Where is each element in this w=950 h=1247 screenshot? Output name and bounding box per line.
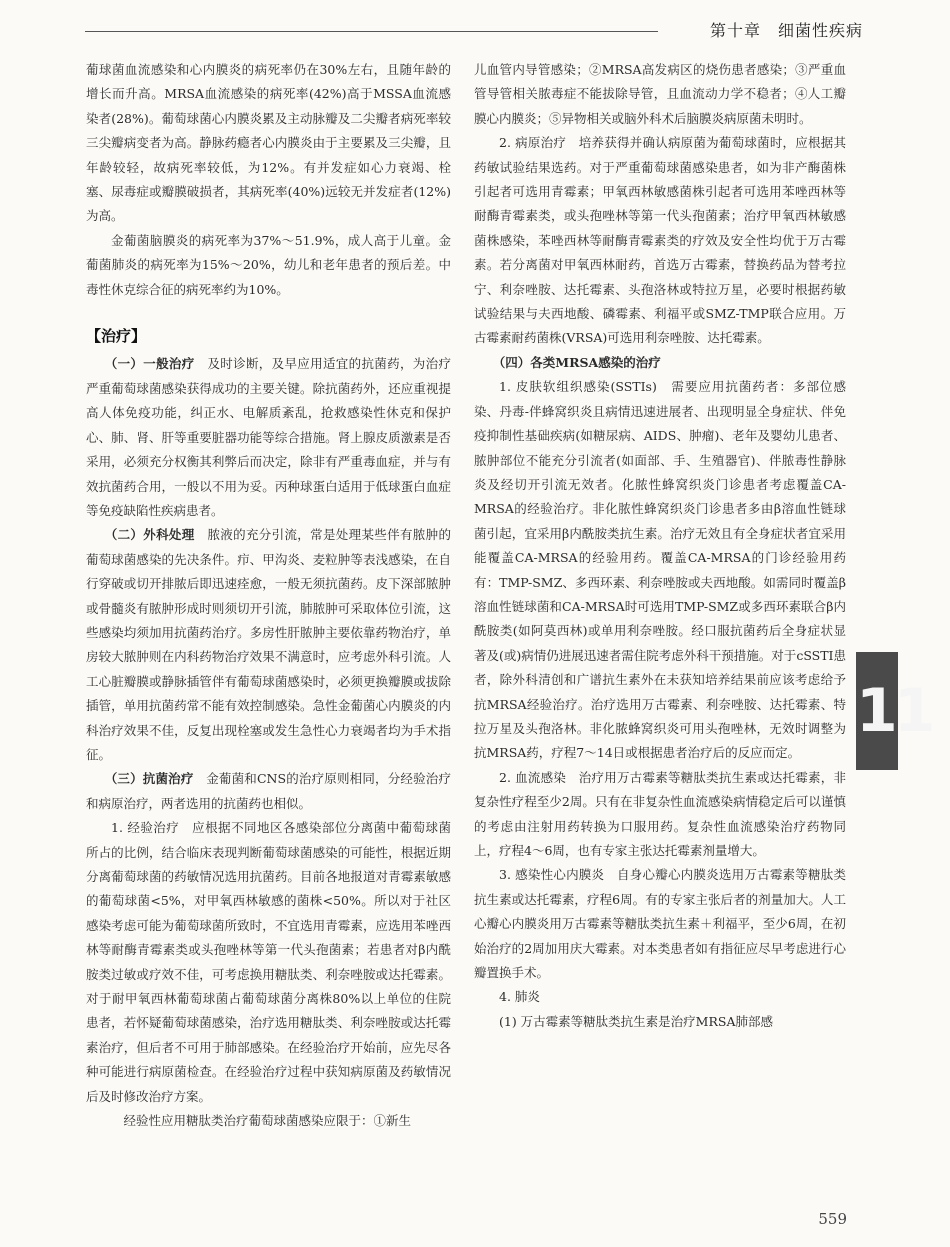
paragraph-text: 需要应用抗菌药者：多部位感染、丹毒-伴蜂窝织炎且病情迅速进展者、出现明显全身症状、伴免疫抑制性基础疾病(如糖尿病、AIDS、肿瘤)、老年及婴幼儿患者、脓肿部位不能充分引流者(如面部、手、生殖器官)、伴脓毒性静脉炎及经切开引流无效者。化脓性蜂窝织炎门诊患者考虑覆盖CA-MRSA的经验治疗。非化脓性蜂窝织炎门诊患者多由β溶血性链球菌引起，宜采用β内酰胺类抗生素。治疗无效且有全身症状者宜采用能覆盖CA-MRSA的经验用药。覆盖CA-MRSA的门诊经验用药有：TMP-SMZ、多西环素、利奈唑胺或夫西地酸。如需同时覆盖β溶血性链球菌和CA-MRSA时可选用TMP-SMZ或多西环素联合β内酰胺类(如阿莫西林)或单用利奈唑胺。经口服抗菌药后全身症状显著及(或)病情仍进展迅速者需住院考虑外科干预措施。对于cSSTI患者，除外科清创和广谱抗生素外在未获知培养结果前应该考虑给予抗MRSA经验治疗。治疗选用万古霉素、利奈唑胺、达托霉素、特拉万星及头孢洛林。非化脓蜂窝织炎可用头孢唑林，无效时调整为抗MRSA药，疗程7～14日或根据患者治疗后的反应而定。 xyxy=(474,379,846,761)
paragraph: (1) 万古霉素等糖肽类抗生素是治疗MRSA肺部感 xyxy=(499,1013,773,1029)
subheading: 2. 血流感染 xyxy=(499,769,567,785)
paragraph-surgical xyxy=(86,523,451,767)
paragraph-empirical xyxy=(86,816,451,1109)
subheading: 3. 感染性心内膜炎 xyxy=(499,867,605,883)
paragraph-pathogen xyxy=(474,131,846,351)
paragraph-text: 金葡菌和CNS的治疗原则相同，分经验治疗和病原治疗，两者选用的抗菌药也相似。 xyxy=(86,771,451,811)
paragraph: 金葡菌脑膜炎的病死率为37%～51.9%，成人高于儿童。金葡菌肺炎的病死率为15%～20%，幼儿和老年患者的预后差。中毒性休克综合征的病死率约为10%。 xyxy=(86,232,451,297)
paragraph: 葡球菌血流感染和心内膜炎的病死率仍在30%左右，且随年龄的增长而升高。MRSA血流感染的病死率(42%)高于MSSA血流感染者(28%)。葡萄球菌心内膜炎累及主动脉瓣及二尖瓣者病死率较三尖瓣病变者为高。静脉药瘾者心内膜炎由于主要累及三尖瓣，且年龄较轻，故病死率较低，为12%。有并发症如心力衰竭、栓塞、尿毒症或瓣膜破损者，其病死率(40%)远较无并发症者(12%)为高。 xyxy=(86,62,451,224)
subheading: 2. 病原治疗 xyxy=(499,135,567,151)
paragraph-text: 及时诊断，及早应用适宜的抗菌药，为治疗严重葡萄球菌感染获得成功的主要关键。除抗菌药外，还应重视提高人体免疫功能，纠正水、电解质紊乱，抢救感染性休克和保护心、肺、肾、肝等重要脏器功能等综合措施。肾上腺皮质激素是否采用，必须充分权衡其利弊后而决定，除非有严重毒血症，并与有效抗菌药合用，一般以不用为妥。丙种球蛋白适用于低球蛋白血症等免疫缺陷性疾病患者。 xyxy=(86,356,451,518)
header-rule xyxy=(85,31,658,32)
paragraph-antibacterial xyxy=(86,767,451,816)
subheading: （二）外科处理 xyxy=(104,527,195,543)
paragraph: 儿血管内导管感染；②MRSA高发病区的烧伤患者感染；③严重血管导管相关脓毒症不能拔除导管，且血流动力学不稳者；④人工瓣膜心内膜炎；⑤异物相关或脑外科术后脑膜炎病原菌未明时。 xyxy=(474,62,846,126)
subheading-pneumonia: 4. 肺炎 xyxy=(499,989,540,1005)
subheading-mrsa: （四）各类MRSA感染的治疗 xyxy=(492,354,661,370)
right-column xyxy=(474,58,846,1034)
paragraph-text: 应根据不同地区各感染部位分离菌中葡萄球菌所占的比例，结合临床表现判断葡萄球菌感染的可能性，根据近期分离葡萄球菌的药敏情况选用抗菌药。目前各地报道对青霉素敏感的葡萄球菌<5%，对甲氧西林敏感的菌株<50%。所以对于社区感染考虑可能为葡萄球菌所致时，不宜选用青霉素，应选用苯唑西林等耐酶青霉素类或头孢唑林等第一代头孢菌素；若患者对β内酰胺类过敏或疗效不佳，可考虑换用糖肽类、利奈唑胺或达托霉素。对于耐甲氧西林葡萄球菌占葡萄球菌分离株80%以上单位的住院患者，若怀疑葡萄球菌感染，治疗选用糖肽类、利奈唑胺或达托霉素治疗，但后者不可用于肺部感染。在经验治疗开始前，应先尽各种可能进行病原菌检查。在经验治疗过程中获知病原菌及药敏情况后及时修改治疗方案。 xyxy=(86,820,451,1104)
paragraph-bloodstream xyxy=(474,766,846,864)
subheading: 1. 皮肤软组织感染(SSTIs) xyxy=(499,379,657,395)
left-column xyxy=(86,58,451,1133)
paragraph-sstis xyxy=(474,375,846,766)
chapter-tab: 11 xyxy=(856,652,898,770)
paragraph-text: 脓液的充分引流，常是处理某些伴有脓肿的葡萄球菌感染的先决条件。疖、甲沟炎、麦粒肿等表浅感染，在自行穿破或切开排脓后即迅速痊愈，一般无须抗菌药。皮下深部脓肿或骨髓炎有脓肿形成时则须切开引流，肺脓肿可采取体位引流，这些感染均须加用抗菌药治疗。多房性肝脓肿主要依靠药物治疗，单房较大脓肿则在内科药物治疗效果不满意时，应考虑外科引流。人工心脏瓣膜或静脉插管伴有葡萄球菌感染时，必须更换瓣膜或拔除插管，单用抗菌药常不能有效控制感染。急性金葡菌心内膜炎的内科治疗效果不佳，反复出现栓塞或发生急性心力衰竭者均为手术指征。 xyxy=(86,527,451,762)
subheading: 1. 经验治疗 xyxy=(111,820,180,836)
paragraph-text: 自身心瓣心内膜炎选用万古霉素等糖肽类抗生素或达托霉素，疗程6周。有的专家主张后者的剂量加大。人工心瓣心内膜炎用万古霉素等糖肽类抗生素＋利福平，至少6周，在初始治疗的2周加用庆大霉素。对本类患者如有指征应尽早考虑进行心瓣置换手术。 xyxy=(474,867,846,981)
paragraph-text: 治疗用万古霉素等糖肽类抗生素或达托霉素，非复杂性疗程至少2周。只有在非复杂性血流感染病情稳定后可以谨慎的考虑由注射用药转换为口服用药。复杂性血流感染治疗药物同上，疗程4～6周，也有专家主张达托霉素剂量增大。 xyxy=(474,769,846,858)
paragraph-endocarditis xyxy=(474,863,846,985)
subheading: （三）抗菌治疗 xyxy=(104,771,194,787)
page-number: 559 xyxy=(818,1210,847,1228)
chapter-header: 第十章 细菌性疾病 xyxy=(709,21,863,40)
paragraph-text: 培养获得并确认病原菌为葡萄球菌时，应根据其药敏试验结果选药。对于严重葡萄球菌感染患者，如为非产酶菌株引起者可选用青霉素；甲氧西林敏感菌株引起者可选用苯唑西林等耐酶青霉素类，或头孢唑林等第一代头孢菌素；治疗甲氧西林敏感菌株感染，苯唑西林等耐酶青霉素类的疗效及安全性均优于万古霉素。若分离菌对甲氧西林耐药，首选万古霉素，替换药品为替考拉宁、利奈唑胺、达托霉素、头孢洛林或特拉万星，必要时根据药敏试验结果与夫西地酸、磷霉素、利福平或SMZ-TMP联合应用。万古霉素耐药菌株(VRSA)可选用利奈唑胺、达托霉素。 xyxy=(474,135,846,346)
subheading: （一）一般治疗 xyxy=(104,356,195,372)
paragraph-general-treatment xyxy=(86,352,451,523)
paragraph: 经验性应用糖肽类治疗葡萄球菌感染应限于：①新生 xyxy=(123,1113,412,1129)
section-title-treatment: 【治疗】 xyxy=(86,327,147,346)
